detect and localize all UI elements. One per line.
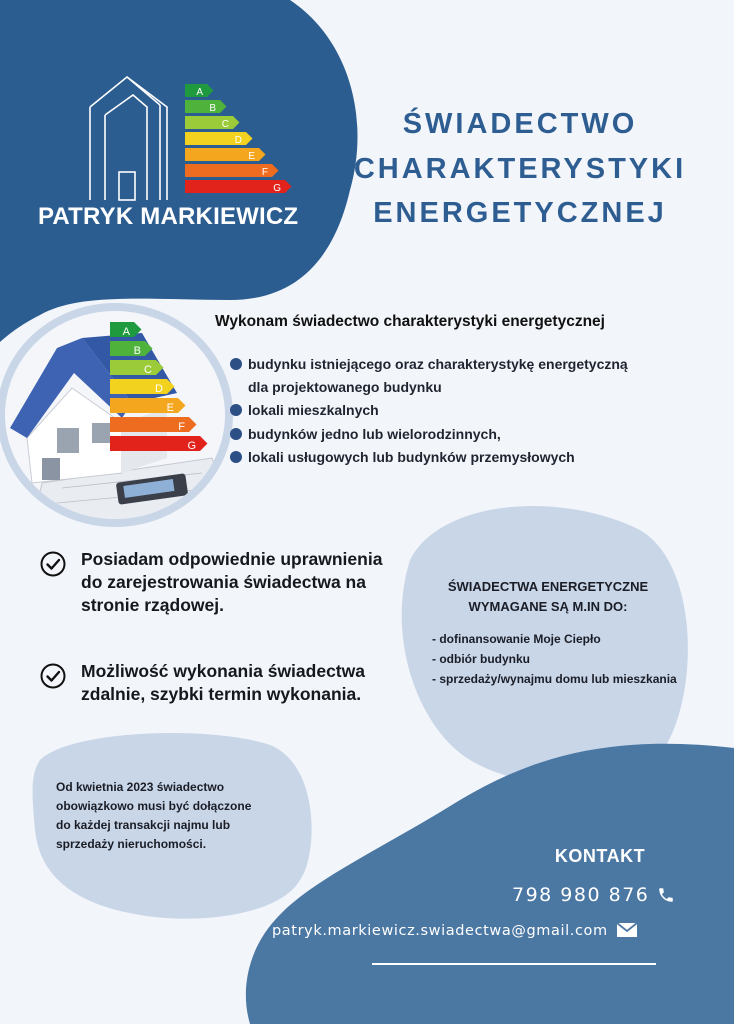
energy-bar-label: B: [209, 103, 216, 114]
energy-bar-label: C: [144, 364, 152, 376]
email-address[interactable]: patryk.markiewicz.swiadectwa@gmail.com: [272, 923, 608, 939]
energy-bar-e: [110, 398, 186, 413]
contact-heading: KONTAKT: [554, 846, 646, 866]
check-text: Posiadam odpowiednie uprawnienia do zarejestrowania świadectwa na stronie rządowej.: [81, 549, 383, 615]
envelope-icon: [616, 922, 638, 938]
bullet-continuation: dla projektowanego budynku: [248, 379, 442, 395]
bullet-existing-building: budynku istniejącego oraz charakterystykę energetyczną: [230, 356, 710, 372]
title-line-3: ENERGETYCZNEJ: [373, 197, 667, 229]
title-line-1: ŚWIADECTWO: [402, 108, 638, 140]
energy-bar-b: [185, 100, 227, 113]
bullet-residential: lokali mieszkalnych: [230, 402, 710, 418]
energy-bar-label: F: [261, 167, 268, 178]
phone-icon: [657, 886, 675, 904]
check-circle-icon: [40, 663, 66, 689]
energy-bar-label: C: [221, 119, 229, 130]
title-line-2: CHARAKTERYSTYKI: [353, 153, 687, 185]
email-row[interactable]: [272, 922, 638, 939]
bullet-dot-icon: [230, 451, 242, 463]
energy-bar-d: [185, 132, 253, 145]
requirement-item: - dofinansowanie Moje Ciepło: [432, 632, 601, 646]
energy-bar-label: A: [122, 326, 130, 338]
energy-bar-label: B: [133, 345, 141, 357]
check-circle-icon: [40, 551, 66, 577]
logo-name: PATRYK MARKIEWICZ: [38, 203, 299, 230]
energy-bar-c: [110, 360, 164, 375]
phone-row[interactable]: [512, 884, 675, 906]
energy-bar-label: D: [155, 383, 163, 395]
intro-heading: Wykonam świadectwo charakterystyki energetycznej: [215, 313, 605, 330]
house-outline-icon: [90, 77, 167, 200]
requirement-item: - sprzedaży/wynajmu domu lub mieszkania: [432, 672, 677, 686]
bullet-houses: budynków jedno lub wielorodzinnych,: [230, 426, 710, 442]
logo-graphic: [85, 75, 315, 205]
check-text: Możliwość wykonania świadectwa zdalnie, szybki termin wykonania.: [81, 661, 365, 704]
energy-bar-label: G: [187, 440, 196, 452]
energy-bar-label: E: [248, 151, 255, 162]
requirement-item: - odbiór budynku: [432, 652, 530, 666]
energy-bar-b: [110, 341, 153, 356]
footer-divider: [372, 963, 656, 965]
energy-bar-label: E: [166, 402, 174, 414]
energy-bars-logo: [185, 84, 292, 194]
requirements-heading: ŚWIADECTWA ENERGETYCZNE WYMAGANE SĄ M.IN DO:: [447, 579, 649, 614]
energy-bar-label: F: [178, 421, 185, 433]
phone-number[interactable]: 798 980 876: [512, 884, 650, 906]
bullet-dot-icon: [230, 358, 242, 370]
energy-bar-label: A: [196, 87, 203, 98]
bullet-dot-icon: [230, 428, 242, 440]
energy-bar-label: D: [234, 135, 242, 146]
energy-bar-d: [110, 379, 175, 394]
legal-notice: Od kwietnia 2023 świadectwo obowiązkowo musi być dołączone do każdej transakcji najmu lub sprzedaży nieruchomości.: [56, 780, 252, 851]
bullet-commercial: lokali usługowych lub budynków przemysłowych: [230, 449, 710, 465]
energy-bar-c: [185, 116, 240, 129]
energy-bar-label: G: [273, 183, 281, 194]
bullet-dot-icon: [230, 404, 242, 416]
house-illustration: [2, 308, 232, 528]
